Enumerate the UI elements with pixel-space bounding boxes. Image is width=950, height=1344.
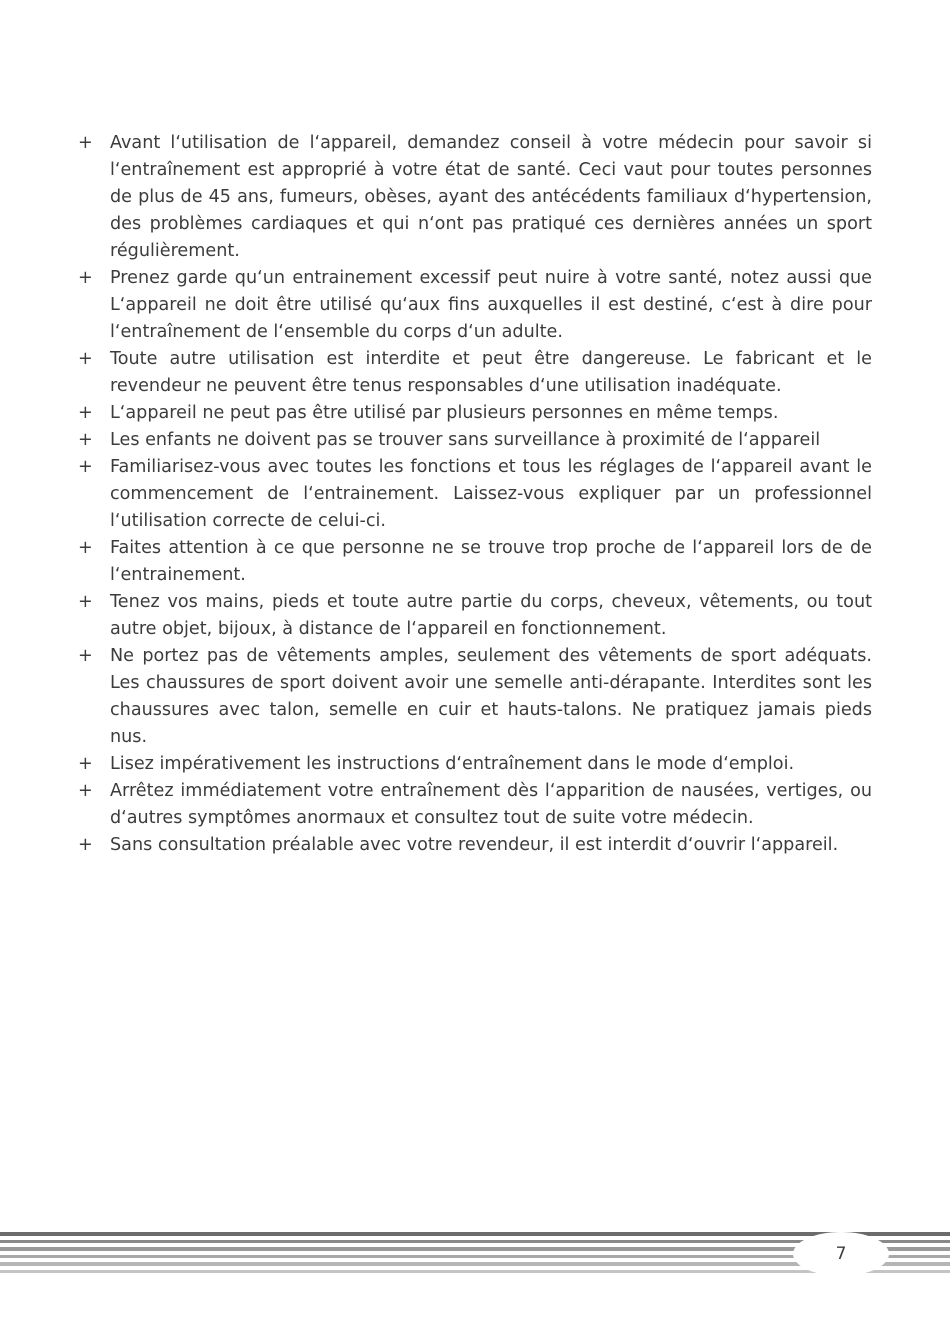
plus-bullet: + — [78, 592, 93, 612]
plus-bullet: + — [78, 133, 93, 153]
plus-bullet: + — [78, 349, 93, 369]
plus-bullet: + — [78, 646, 93, 666]
footer-stripe — [0, 1232, 950, 1236]
list-item — [78, 535, 872, 589]
plus-bullet: + — [78, 268, 93, 288]
plus-bullet: + — [78, 754, 93, 774]
list-item — [78, 130, 872, 265]
list-item-text: Tenez vos mains, pieds et toute autre partie du corps, cheveux, vêtements, ou tout autre objet, bijoux, à distance de l‘appareil en fonctionnement. — [110, 592, 872, 639]
list-item — [78, 427, 872, 454]
list-item-text: Toute autre utilisation est interdite et peut être dangereuse. Le fabricant et le revendeur ne peuvent être tenus responsables d‘une utilisation inadéquate. — [110, 349, 872, 396]
plus-bullet: + — [78, 781, 93, 801]
page-number-badge — [793, 1232, 889, 1276]
list-item — [78, 400, 872, 427]
list-item-text: Sans consultation préalable avec votre revendeur, il est interdit d‘ouvrir l‘appareil. — [110, 835, 839, 855]
list-item-text: Familiarisez-vous avec toutes les fonctions et tous les réglages de l‘appareil avant le commencement de l‘entrainement. Laissez-vous expliquer par un professionnel l‘utilisation correcte de celui-ci. — [110, 457, 872, 531]
list-item — [78, 346, 872, 400]
plus-bullet: + — [78, 430, 93, 450]
list-item-text: Avant l‘utilisation de l‘appareil, demandez conseil à votre médecin pour savoir si l‘entraînement est approprié à votre état de santé. Ceci vaut pour toutes personnes de plus de 45 ans, fumeurs, obèses, ayant des antécédents familiaux d‘hypertension, des problèmes cardiaques et qui n‘ont pas pratiqué ces dernières années un sport régulièrement. — [110, 133, 872, 261]
plus-bullet: + — [78, 538, 93, 558]
list-item-text: Prenez garde qu‘un entrainement excessif peut nuire à votre santé, notez aussi que L‘appareil ne doit être utilisé qu‘aux fins auxquelles il est destiné, c‘est à dire pour l‘entraînement de l‘ensemble du corps d‘un adulte. — [110, 268, 872, 342]
plus-bullet: + — [78, 835, 93, 855]
list-item-text: Arrêtez immédiatement votre entraînement dès l‘apparition de nausées, vertiges, ou d‘autres symptômes anormaux et consultez tout de suite votre médecin. — [110, 781, 872, 828]
list-item — [78, 778, 872, 832]
page-number: 7 — [835, 1244, 847, 1264]
list-item-text: L‘appareil ne peut pas être utilisé par plusieurs personnes en même temps. — [110, 403, 779, 423]
list-item-text: Faites attention à ce que personne ne se trouve trop proche de l‘appareil lors de de l‘entrainement. — [110, 538, 872, 585]
list-item — [78, 454, 872, 535]
list-item — [78, 265, 872, 346]
list-item — [78, 751, 872, 778]
list-item — [78, 589, 872, 643]
list-item — [78, 832, 872, 859]
safety-instructions-list — [78, 130, 872, 859]
plus-bullet: + — [78, 457, 93, 477]
footer-stripe — [0, 1270, 950, 1273]
list-item — [78, 643, 872, 751]
list-item-text: Les enfants ne doivent pas se trouver sans surveillance à proximité de l‘appareil — [110, 430, 821, 450]
list-item-text: Ne portez pas de vêtements amples, seulement des vêtements de sport adéquats. Les chaussures de sport doivent avoir une semelle anti-dérapante. Interdites sont les chaussures avec talon, semelle en cuir et hauts-talons. Ne pratiquez jamais pieds nus. — [110, 646, 872, 747]
plus-bullet: + — [78, 403, 93, 423]
list-item-text: Lisez impérativement les instructions d‘entraînement dans le mode d‘emploi. — [110, 754, 795, 774]
